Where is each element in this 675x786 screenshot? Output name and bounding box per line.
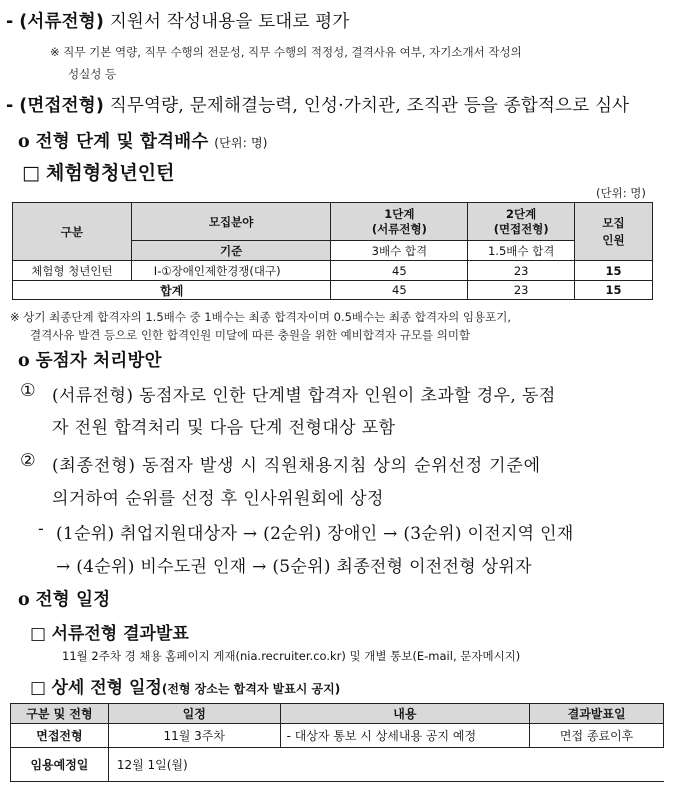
stages-title: 전형 단계 및 합격배수 [35, 132, 209, 152]
dash: - [6, 12, 14, 32]
interview-eval-text: 직무역량, 문제해결능력, 인성·가치관, 조직관 등을 종합적으로 심사 [109, 96, 630, 116]
tie-item2-num: ② [20, 451, 36, 471]
doc-result-heading [30, 619, 189, 644]
tie-item1-l1: (서류전형) 동점자로 인한 단계별 합격자 인원이 초과할 경우, 동점 [52, 386, 556, 406]
bullet: o [18, 351, 30, 371]
stages-unit: (단위: 명) [214, 136, 268, 150]
sum-recruit: 15 [575, 281, 653, 300]
interview-eval-label: (면접전형) [19, 96, 105, 116]
box-bullet: □ [30, 678, 47, 698]
stages-table [12, 202, 653, 300]
row-stage: 면접전형 [11, 724, 109, 748]
table-unit: (단위: 명) [596, 186, 646, 200]
header-stage: 구분 및 전형 [11, 704, 109, 724]
rank-line-2: → (4순위) 비수도권 인재 → (5순위) 최종전형 이전전형 상위자 [56, 557, 532, 577]
interview-eval-line [6, 92, 629, 117]
tie-item2-l2: 의거하여 순위를 선정 후 인사위원회에 상정 [52, 489, 384, 509]
dash: - [6, 96, 14, 116]
sum-label: 합계 [13, 281, 331, 300]
table-row [13, 261, 653, 281]
row-date: 11월 3주차 [108, 724, 280, 748]
table-row [11, 748, 664, 782]
header-content: 내용 [280, 704, 530, 724]
box-bullet: □ [30, 624, 47, 644]
doc-eval-line [6, 8, 349, 33]
doc-eval-text: 지원서 작성내용을 토대로 평가 [109, 12, 350, 32]
tie-item1-num: ① [20, 381, 36, 401]
header-field: 모집분야 [131, 203, 331, 241]
sum-stage1: 45 [331, 281, 468, 300]
rank-line-1: (1순위) 취업지원대상자 → (2순위) 장애인 → (3순위) 이전지역 인재 [56, 524, 574, 544]
row-field: Ⅰ-①장애인제한경쟁(대구) [131, 261, 331, 281]
header-stage1: 1단계 (서류전형) [331, 203, 468, 241]
row-stage: 임용예정일 [11, 748, 109, 782]
note-doc-criteria-l2: 성실성 등 [68, 67, 117, 81]
schedule-title: 전형 일정 [35, 590, 111, 610]
detail-schedule-note: (전형 장소는 합격자 발표시 공지) [161, 682, 341, 696]
stages-note-l2: 결격사유 발견 등으로 인한 합격인원 미달에 따른 충원을 위한 예비합격자 규모를 의미함 [30, 328, 471, 342]
detail-schedule-title: 상세 전형 일정 [51, 678, 162, 698]
doc-result-text: 11월 2주차 경 채용 홈페이지 게재(nia.recruiter.co.kr) 및 개별 통보(E-mail, 문자메시지) [62, 649, 521, 663]
basis-stage2: 1.5배수 합격 [468, 241, 575, 261]
table-row-sum [13, 281, 653, 300]
bullet: o [18, 132, 30, 152]
header-date: 일정 [108, 704, 280, 724]
sum-stage2: 23 [468, 281, 575, 300]
tie-heading [18, 347, 162, 372]
stages-note-l1: ※ 상기 최종단계 합격자의 1.5배수 중 1배수는 최종 합격자이며 0.5배수는 최종 합격자의 임용포기, [10, 310, 511, 324]
basis-stage1: 3배수 합격 [331, 241, 468, 261]
tie-item1-l2: 자 전원 합격처리 및 다음 단계 전형대상 포함 [52, 418, 396, 438]
doc-eval-label: (서류전형) [19, 12, 105, 32]
note-doc-criteria-l1: ※ 직무 기본 역량, 직무 수행의 전문성, 직무 수행의 적정성, 결격사유 여부, 자기소개서 작성의 [50, 45, 522, 59]
header-category: 구분 [13, 203, 132, 261]
row-result: 면접 종료이후 [530, 724, 664, 748]
schedule-table [10, 703, 664, 782]
header-result: 결과발표일 [530, 704, 664, 724]
table-row [11, 724, 664, 748]
row-recruit: 15 [575, 261, 653, 281]
row-content: - 대상자 통보 시 상세내용 공지 예정 [280, 724, 530, 748]
intern-subheading [22, 158, 174, 185]
row-date: 12월 1일(월) [108, 748, 663, 782]
header-basis: 기준 [131, 241, 331, 261]
row-stage1: 45 [331, 261, 468, 281]
bullet: o [18, 590, 30, 610]
dash: - [38, 519, 44, 539]
schedule-heading [18, 586, 110, 611]
row-category: 체험형 청년인턴 [13, 261, 132, 281]
header-recruit: 모집 인원 [575, 203, 653, 261]
intern-title: 체험형청년인턴 [46, 162, 175, 184]
header-stage2: 2단계 (면접전형) [468, 203, 575, 241]
tie-item2-l1: (최종전형) 동점자 발생 시 직원채용지침 상의 순위선정 기준에 [52, 456, 541, 476]
box-bullet: □ [22, 162, 40, 184]
stages-heading [18, 128, 268, 153]
detail-schedule-heading [30, 673, 340, 698]
row-stage2: 23 [468, 261, 575, 281]
tie-title: 동점자 처리방안 [35, 351, 162, 371]
doc-result-title: 서류전형 결과발표 [51, 624, 189, 644]
